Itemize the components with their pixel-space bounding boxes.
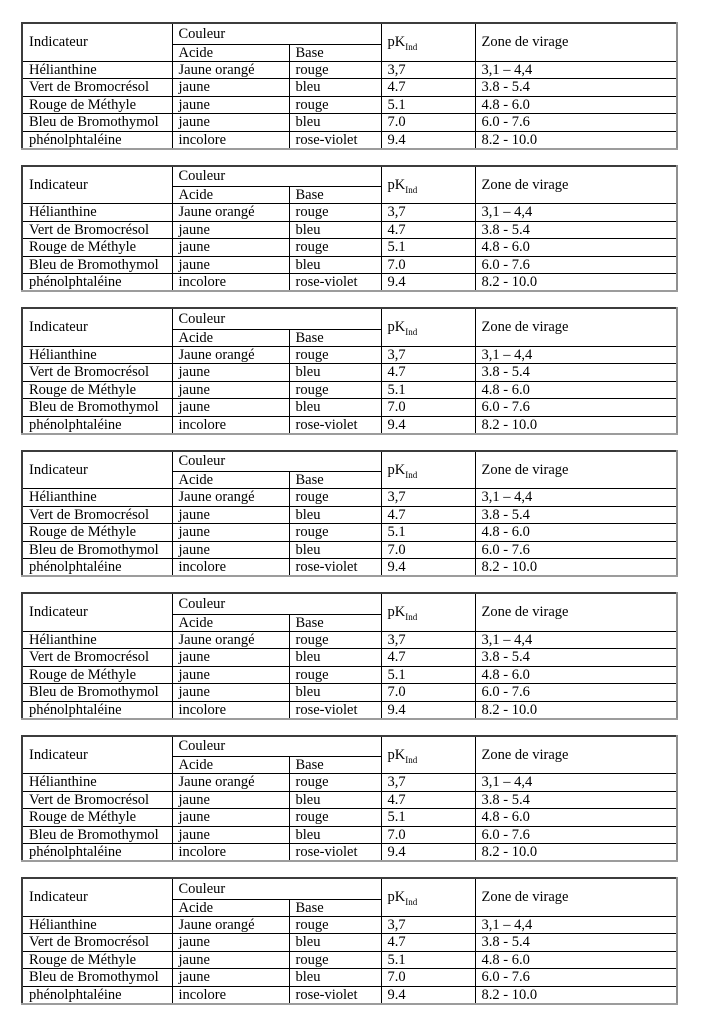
header-base: Base [289,472,381,489]
table-row [22,114,677,132]
header-couleur: Couleur [172,23,381,44]
cell-pk: 4.7 [381,791,475,809]
cell-zone: 3,1 – 4,4 [475,61,677,79]
table-row [22,221,677,239]
cell-indicateur: Vert de Bromocrésol [22,791,172,809]
cell-base: bleu [289,399,381,417]
cell-acide: jaune [172,79,289,97]
table-row [22,951,677,969]
header-pk-subscript: Ind [405,469,418,480]
cell-acide: jaune [172,399,289,417]
cell-indicateur: Hélianthine [22,774,172,792]
indicator-table [21,735,678,863]
cell-zone: 4.8 - 6.0 [475,666,677,684]
cell-zone: 6.0 - 7.6 [475,969,677,987]
table-row [22,274,677,292]
cell-zone: 6.0 - 7.6 [475,399,677,417]
cell-indicateur: Vert de Bromocrésol [22,506,172,524]
cell-zone: 3,1 – 4,4 [475,489,677,507]
header-acide: Acide [172,44,289,61]
indicator-table [21,22,678,150]
table-row [22,791,677,809]
header-pk-subscript: Ind [405,612,418,623]
cell-pk: 5.1 [381,96,475,114]
header-pk-subscript: Ind [405,754,418,765]
cell-base: rouge [289,951,381,969]
header-indicateur: Indicateur [22,23,172,61]
cell-zone: 4.8 - 6.0 [475,809,677,827]
header-zone-de-virage: Zone de virage [475,308,677,346]
table-row [22,364,677,382]
header-base: Base [289,899,381,916]
cell-base: rouge [289,61,381,79]
table-row [22,826,677,844]
header-pk-base: pK [387,176,406,193]
header-acide: Acide [172,187,289,204]
cell-pk: 7.0 [381,969,475,987]
cell-indicateur: Bleu de Bromothymol [22,684,172,702]
cell-zone: 3,1 – 4,4 [475,631,677,649]
cell-acide: incolore [172,701,289,719]
cell-zone: 3.8 - 5.4 [475,791,677,809]
cell-acide: incolore [172,416,289,434]
cell-pk: 7.0 [381,114,475,132]
table-row [22,416,677,434]
cell-indicateur: phénolphtaléine [22,986,172,1004]
table-row [22,381,677,399]
cell-base: rouge [289,489,381,507]
cell-acide: Jaune orangé [172,346,289,364]
table-row [22,489,677,507]
cell-pk: 5.1 [381,666,475,684]
cell-base: bleu [289,221,381,239]
cell-indicateur: Rouge de Méthyle [22,239,172,257]
cell-acide: jaune [172,969,289,987]
cell-pk: 9.4 [381,844,475,862]
table-row [22,239,677,257]
cell-pk: 4.7 [381,649,475,667]
cell-zone: 8.2 - 10.0 [475,844,677,862]
header-pk-subscript: Ind [405,897,418,908]
header-couleur: Couleur [172,878,381,899]
header-pk-base: pK [387,34,406,51]
indicator-table [21,450,678,578]
cell-zone: 3,1 – 4,4 [475,204,677,222]
cell-indicateur: Rouge de Méthyle [22,96,172,114]
table-row [22,506,677,524]
table-row [22,916,677,934]
cell-indicateur: phénolphtaléine [22,274,172,292]
cell-indicateur: Bleu de Bromothymol [22,256,172,274]
header-row-1 [22,308,677,329]
cell-zone: 3.8 - 5.4 [475,934,677,952]
header-base: Base [289,614,381,631]
cell-acide: Jaune orangé [172,489,289,507]
cell-pk: 9.4 [381,986,475,1004]
cell-zone: 6.0 - 7.6 [475,684,677,702]
cell-pk: 7.0 [381,399,475,417]
cell-zone: 3.8 - 5.4 [475,221,677,239]
table-row [22,666,677,684]
header-acide: Acide [172,899,289,916]
cell-base: bleu [289,791,381,809]
cell-zone: 6.0 - 7.6 [475,256,677,274]
header-indicateur: Indicateur [22,736,172,774]
cell-zone: 3,1 – 4,4 [475,916,677,934]
header-base: Base [289,44,381,61]
table-row [22,631,677,649]
cell-acide: jaune [172,666,289,684]
cell-zone: 4.8 - 6.0 [475,239,677,257]
cell-indicateur: Vert de Bromocrésol [22,79,172,97]
header-pk-subscript: Ind [405,184,418,195]
cell-indicateur: Hélianthine [22,916,172,934]
cell-base: rose-violet [289,986,381,1004]
header-acide: Acide [172,329,289,346]
header-base: Base [289,757,381,774]
cell-zone: 4.8 - 6.0 [475,951,677,969]
cell-indicateur: Bleu de Bromothymol [22,399,172,417]
header-acide: Acide [172,614,289,631]
cell-indicateur: Bleu de Bromothymol [22,114,172,132]
cell-pk: 5.1 [381,381,475,399]
cell-base: rouge [289,774,381,792]
cell-pk: 9.4 [381,274,475,292]
cell-base: rose-violet [289,701,381,719]
table-row [22,524,677,542]
cell-acide: Jaune orangé [172,61,289,79]
header-row-1 [22,166,677,187]
cell-base: rouge [289,916,381,934]
cell-base: bleu [289,649,381,667]
cell-acide: jaune [172,364,289,382]
cell-acide: Jaune orangé [172,916,289,934]
header-pk-base: pK [387,746,406,763]
cell-zone: 3.8 - 5.4 [475,649,677,667]
cell-acide: jaune [172,541,289,559]
header-row-1 [22,593,677,614]
table-row [22,256,677,274]
cell-base: rose-violet [289,416,381,434]
cell-acide: jaune [172,649,289,667]
header-couleur: Couleur [172,736,381,757]
header-indicateur: Indicateur [22,451,172,489]
cell-zone: 3.8 - 5.4 [475,364,677,382]
cell-acide: jaune [172,809,289,827]
cell-indicateur: phénolphtaléine [22,416,172,434]
indicator-table [21,877,678,1005]
cell-acide: jaune [172,256,289,274]
header-pk-subscript: Ind [405,327,418,338]
header-row-1 [22,878,677,899]
cell-pk: 9.4 [381,559,475,577]
cell-pk: 4.7 [381,934,475,952]
table-row [22,131,677,149]
cell-zone: 8.2 - 10.0 [475,416,677,434]
cell-pk: 3,7 [381,774,475,792]
header-pk [381,736,475,774]
header-base: Base [289,329,381,346]
table-row [22,969,677,987]
cell-indicateur: Rouge de Méthyle [22,951,172,969]
header-pk [381,308,475,346]
cell-base: rouge [289,631,381,649]
cell-zone: 4.8 - 6.0 [475,96,677,114]
header-pk-subscript: Ind [405,42,418,53]
table-row [22,844,677,862]
cell-base: rose-violet [289,131,381,149]
cell-acide: incolore [172,274,289,292]
cell-zone: 8.2 - 10.0 [475,559,677,577]
cell-indicateur: Rouge de Méthyle [22,524,172,542]
cell-acide: Jaune orangé [172,204,289,222]
cell-base: rouge [289,809,381,827]
cell-acide: Jaune orangé [172,774,289,792]
cell-acide: Jaune orangé [172,631,289,649]
header-row-1 [22,451,677,472]
cell-base: bleu [289,934,381,952]
cell-pk: 7.0 [381,826,475,844]
cell-pk: 4.7 [381,364,475,382]
cell-acide: jaune [172,951,289,969]
cell-pk: 7.0 [381,684,475,702]
header-zone-de-virage: Zone de virage [475,166,677,204]
cell-base: bleu [289,684,381,702]
cell-pk: 9.4 [381,416,475,434]
cell-indicateur: phénolphtaléine [22,131,172,149]
cell-indicateur: Bleu de Bromothymol [22,541,172,559]
header-zone-de-virage: Zone de virage [475,451,677,489]
header-couleur: Couleur [172,308,381,329]
indicator-table [21,307,678,435]
cell-zone: 6.0 - 7.6 [475,114,677,132]
cell-pk: 9.4 [381,131,475,149]
cell-acide: jaune [172,221,289,239]
header-indicateur: Indicateur [22,166,172,204]
header-pk [381,23,475,61]
cell-zone: 8.2 - 10.0 [475,701,677,719]
cell-indicateur: Hélianthine [22,204,172,222]
table-row [22,61,677,79]
cell-base: bleu [289,541,381,559]
header-zone-de-virage: Zone de virage [475,878,677,916]
cell-indicateur: Rouge de Méthyle [22,809,172,827]
cell-indicateur: Bleu de Bromothymol [22,969,172,987]
cell-indicateur: phénolphtaléine [22,701,172,719]
cell-pk: 4.7 [381,79,475,97]
header-pk-base: pK [387,889,406,906]
cell-pk: 3,7 [381,346,475,364]
cell-base: rose-violet [289,274,381,292]
cell-base: bleu [289,364,381,382]
cell-acide: incolore [172,844,289,862]
cell-zone: 4.8 - 6.0 [475,381,677,399]
cell-base: rose-violet [289,844,381,862]
cell-pk: 3,7 [381,61,475,79]
cell-indicateur: phénolphtaléine [22,844,172,862]
header-row-1 [22,23,677,44]
table-row [22,399,677,417]
table-row [22,809,677,827]
header-acide: Acide [172,757,289,774]
cell-pk: 5.1 [381,524,475,542]
cell-indicateur: Hélianthine [22,346,172,364]
cell-indicateur: Bleu de Bromothymol [22,826,172,844]
cell-acide: incolore [172,986,289,1004]
header-base: Base [289,187,381,204]
header-indicateur: Indicateur [22,878,172,916]
header-couleur: Couleur [172,166,381,187]
cell-base: bleu [289,256,381,274]
cell-base: rouge [289,204,381,222]
header-couleur: Couleur [172,593,381,614]
header-zone-de-virage: Zone de virage [475,23,677,61]
header-pk [381,166,475,204]
cell-pk: 5.1 [381,809,475,827]
cell-acide: jaune [172,791,289,809]
table-row [22,96,677,114]
cell-zone: 6.0 - 7.6 [475,541,677,559]
cell-base: rouge [289,96,381,114]
cell-indicateur: Hélianthine [22,61,172,79]
cell-acide: jaune [172,96,289,114]
header-pk [381,878,475,916]
table-row [22,684,677,702]
header-row-1 [22,736,677,757]
cell-base: bleu [289,969,381,987]
cell-pk: 9.4 [381,701,475,719]
cell-acide: jaune [172,506,289,524]
cell-pk: 4.7 [381,506,475,524]
cell-acide: jaune [172,934,289,952]
header-zone-de-virage: Zone de virage [475,736,677,774]
cell-indicateur: Rouge de Méthyle [22,381,172,399]
cell-base: rouge [289,239,381,257]
cell-indicateur: phénolphtaléine [22,559,172,577]
table-row [22,649,677,667]
cell-base: rouge [289,381,381,399]
cell-acide: jaune [172,239,289,257]
cell-base: rouge [289,666,381,684]
cell-indicateur: Vert de Bromocrésol [22,221,172,239]
cell-indicateur: Vert de Bromocrésol [22,364,172,382]
header-pk-base: pK [387,319,406,336]
cell-zone: 8.2 - 10.0 [475,986,677,1004]
table-row [22,701,677,719]
table-row [22,934,677,952]
header-pk [381,451,475,489]
header-indicateur: Indicateur [22,308,172,346]
cell-acide: jaune [172,826,289,844]
header-acide: Acide [172,472,289,489]
cell-base: bleu [289,114,381,132]
cell-zone: 3.8 - 5.4 [475,79,677,97]
cell-acide: jaune [172,684,289,702]
cell-zone: 6.0 - 7.6 [475,826,677,844]
cell-pk: 3,7 [381,204,475,222]
table-row [22,541,677,559]
cell-indicateur: Vert de Bromocrésol [22,649,172,667]
cell-indicateur: Vert de Bromocrésol [22,934,172,952]
cell-pk: 3,7 [381,489,475,507]
cell-base: bleu [289,506,381,524]
cell-zone: 4.8 - 6.0 [475,524,677,542]
cell-pk: 3,7 [381,916,475,934]
header-pk-base: pK [387,461,406,478]
cell-indicateur: Hélianthine [22,489,172,507]
table-row [22,79,677,97]
cell-indicateur: Rouge de Méthyle [22,666,172,684]
table-row [22,346,677,364]
cell-zone: 3,1 – 4,4 [475,774,677,792]
table-row [22,559,677,577]
cell-pk: 5.1 [381,951,475,969]
cell-zone: 8.2 - 10.0 [475,131,677,149]
cell-zone: 3,1 – 4,4 [475,346,677,364]
cell-base: bleu [289,79,381,97]
cell-zone: 3.8 - 5.4 [475,506,677,524]
table-row [22,774,677,792]
header-pk-base: pK [387,604,406,621]
cell-base: rouge [289,346,381,364]
header-pk [381,593,475,631]
indicator-table [21,165,678,293]
table-row [22,204,677,222]
cell-acide: incolore [172,559,289,577]
cell-base: rouge [289,524,381,542]
table-row [22,986,677,1004]
cell-acide: jaune [172,524,289,542]
cell-acide: jaune [172,381,289,399]
cell-pk: 4.7 [381,221,475,239]
cell-base: bleu [289,826,381,844]
cell-base: rose-violet [289,559,381,577]
header-couleur: Couleur [172,451,381,472]
cell-pk: 7.0 [381,541,475,559]
cell-pk: 5.1 [381,239,475,257]
cell-pk: 7.0 [381,256,475,274]
cell-acide: jaune [172,114,289,132]
header-indicateur: Indicateur [22,593,172,631]
indicator-table [21,592,678,720]
header-zone-de-virage: Zone de virage [475,593,677,631]
cell-pk: 3,7 [381,631,475,649]
cell-indicateur: Hélianthine [22,631,172,649]
cell-acide: incolore [172,131,289,149]
cell-zone: 8.2 - 10.0 [475,274,677,292]
